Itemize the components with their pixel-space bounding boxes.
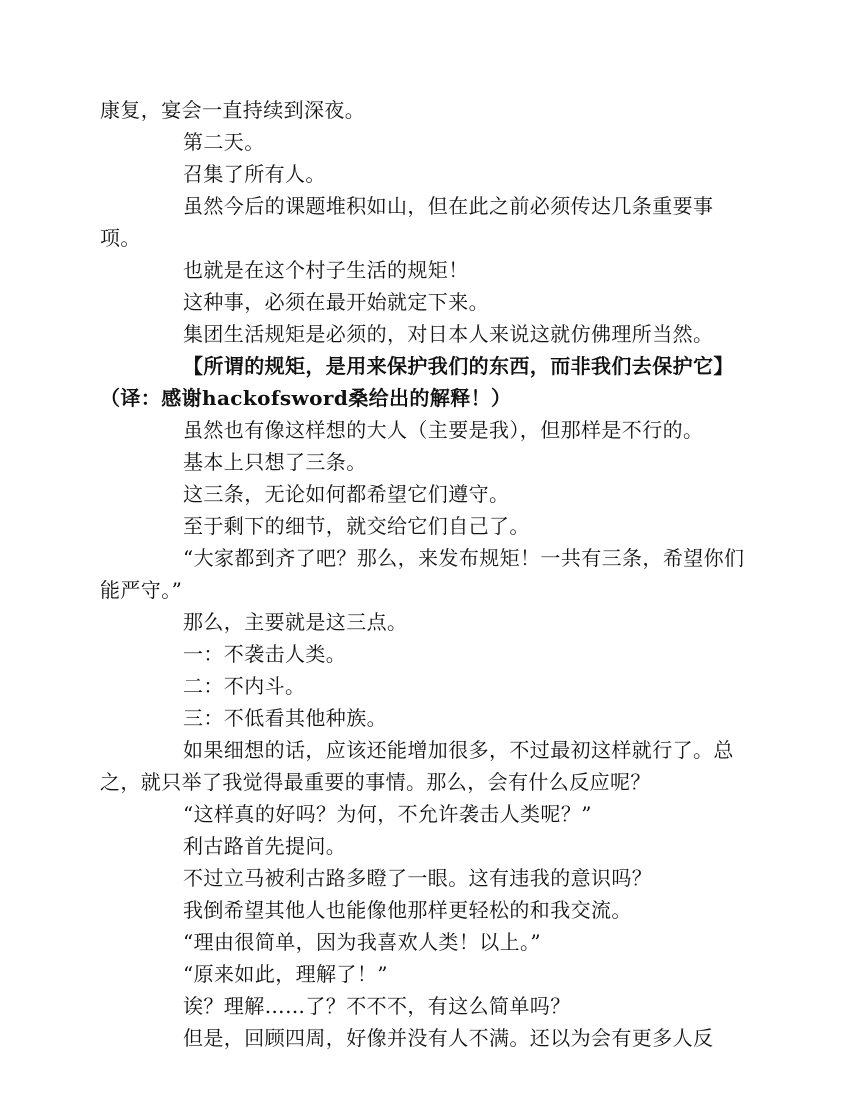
paragraph: 那么，主要就是这三点。 — [183, 610, 408, 634]
paragraph: 二：不内斗。 — [183, 674, 306, 698]
paragraph: 我倒希望其他人也能像他那样更轻松的和我交流。 — [183, 898, 632, 922]
paragraph: 这种事，必须在最开始就定下来。 — [183, 290, 489, 314]
paragraph: “理由很简单，因为我喜欢人类！以上。” — [183, 930, 542, 954]
paragraph: 康复，宴会一直持续到深夜。 — [100, 98, 366, 122]
paragraph: 但是，回顾四周，好像并没有人不满。还以为会有更多人反 — [183, 1026, 714, 1050]
paragraph: 不过立马被利古路多瞪了一眼。这有违我的意识吗？ — [183, 866, 653, 890]
paragraph: 三：不低看其他种族。 — [183, 706, 387, 730]
paragraph: 召集了所有人。 — [183, 162, 326, 186]
document-body — [100, 94, 750, 1054]
paragraph: 集团生活规矩是必须的，对日本人来说这就仿佛理所当然。 — [183, 322, 714, 346]
paragraph: “这样真的好吗？为何，不允许袭击人类呢？” — [183, 802, 592, 826]
paragraph: 至于剩下的细节，就交给它们自己了。 — [183, 514, 530, 538]
paragraph: “原来如此，理解了！” — [183, 962, 388, 986]
paragraph: 这三条，无论如何都希望它们遵守。 — [183, 482, 510, 506]
paragraph: 虽然也有像这样想的大人（主要是我），但那样是不行的。 — [183, 418, 704, 442]
paragraph: 【所谓的规矩，是用来保护我们的东西，而非我们去保护它】（译：感谢hackofsword桑给出的解释！） — [100, 354, 734, 410]
paragraph: 也就是在这个村子生活的规矩！ — [183, 258, 469, 282]
paragraph: 诶？理解……了？不不不，有这么简单吗？ — [183, 994, 571, 1018]
paragraph: 第二天。 — [183, 130, 265, 154]
paragraph: 虽然今后的课题堆积如山，但在此之前必须传达几条重要事项。 — [100, 194, 714, 250]
paragraph: 一：不袭击人类。 — [183, 642, 347, 666]
paragraph: 如果细想的话，应该还能增加很多，不过最初这样就行了。总之，就只举了我觉得最重要的事情。那么，会有什么反应呢？ — [100, 738, 734, 794]
paragraph: 基本上只想了三条。 — [183, 450, 367, 474]
paragraph: 利古路首先提问。 — [183, 834, 347, 858]
paragraph: “大家都到齐了吧？那么，来发布规矩！一共有三条，希望你们能严守。” — [100, 546, 745, 602]
